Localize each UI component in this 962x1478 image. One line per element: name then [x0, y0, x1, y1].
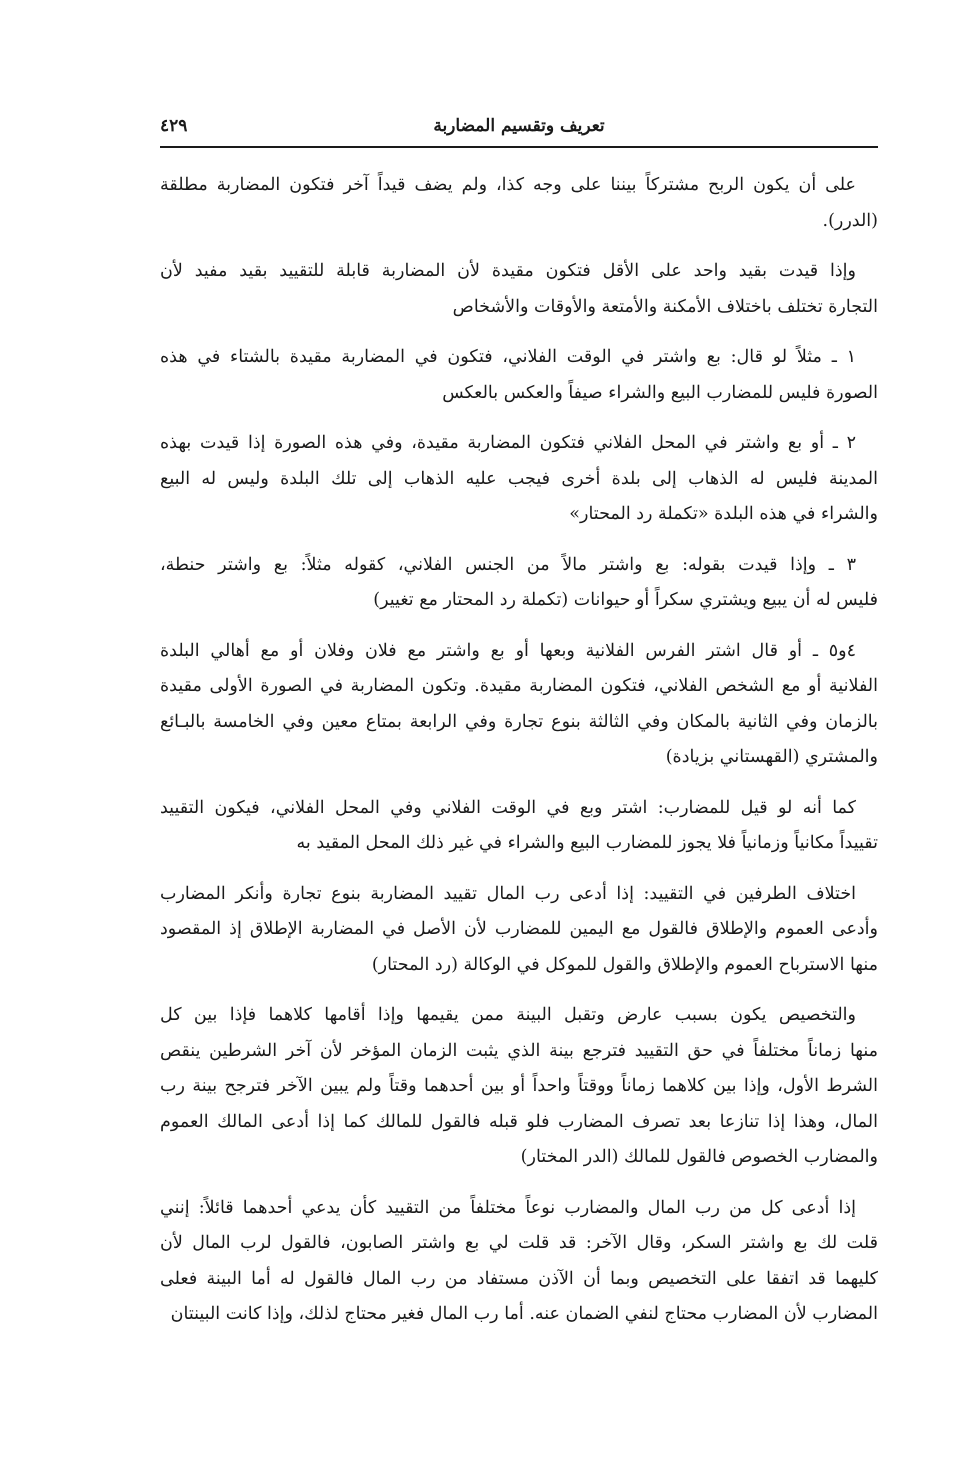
text-line: على أن يكون الربح مشتركاً بيننا على وجه كذا، ولم يضف قيداً آخر فتكون المضاربة مطلقة [160, 175, 856, 195]
text-line: والمضارب الخصوص فالقول للمالك (الدر المختار) [520, 1147, 878, 1167]
text-line: ١ ـ مثلاً لو قال: بع واشتر في الوقت الفلاني، فتكون في المضاربة مقيدة بالشتاء في هذه [160, 347, 856, 367]
running-head [160, 112, 878, 148]
text-line: والشراء في هذه البلدة «تكملة رد المحتار» [569, 504, 878, 524]
text-line: منها زماناً مختلفاً في حق التقييد فترجع بينة الذي يثبت الزمان المؤخر لأن آخر الشرطين ينقص [160, 1040, 878, 1061]
paragraph [160, 634, 878, 776]
paragraph [160, 168, 878, 239]
paragraph [160, 426, 878, 533]
text-line: والمشتري (القهستاني بزيادة) [665, 747, 878, 767]
paragraph [160, 1191, 878, 1333]
body-text [160, 168, 878, 1348]
text-line: إذا أدعى كل من رب المال والمضارب نوعاً مختلفاً من التقييد كأن يدعي أحدهما قائلاً: إنني [160, 1197, 856, 1218]
paragraph [160, 791, 878, 862]
page-number: ٤٢٩ [160, 116, 188, 136]
text-line: كليهما قد اتفقا على التخصيص وبما أن الآذن مستفاد من رب المال فالقول له أما البينة فعلى [160, 1268, 878, 1289]
text-line: اختلاف الطرفين في التقييد: إذا أدعى رب المال تقييد المضاربة بنوع تجارة وأنكر المضارب [160, 883, 856, 904]
text-line: التجارة تختلف باختلاف الأمكنة والأمتعة والأوقات والأشخاص [452, 296, 878, 317]
paragraph [160, 998, 878, 1176]
text-line: منها الاسترباح العموم والإطلاق والقول للموكل في الوكالة (رد المحتار) [371, 954, 878, 975]
text-line: المدينة فليس له الذهاب إلى بلدة أخرى فيجب عليه الذهاب إلى تلك البلدة وليس له البيع [160, 468, 878, 489]
text-line: بالزمان وفي الثانية بالمكان وفي الثالثة بنوع تجارة وفي الرابعة بمتاع معين وفي الخامسة بالبـائع [160, 711, 878, 732]
paragraph [160, 254, 878, 325]
text-line: ٢ ـ أو بع واشتر في المحل الفلاني فتكون المضاربة مقيدة، وفي هذه الصورة إذا قيدت بهذه [160, 433, 856, 453]
text-line: تقييداً مكانياً وزمانياً فلا يجوز للمضارب البيع والشراء في غير ذلك المحل المقيد به [296, 833, 878, 853]
paragraph [160, 340, 878, 411]
text-line: الشرط الأول، وإذا بين كلاهما زماناً ووقتاً واحداً أو بين أحدهما وقتاً ولم يبين الآخر فترجح بينة رب [160, 1076, 878, 1096]
text-line: فليس له أن يبيع ويشتري سكراً أو حيوانات (تكملة رد المحتار مع تغيير) [373, 590, 878, 610]
text-line: وأدعى العموم والإطلاق فالقول مع اليمين للمضارب لأن الأصل في المضاربة الإطلاق إذ المقصود [160, 919, 878, 939]
paragraph [160, 548, 878, 619]
text-line: كما أنه لو قيل للمضارب: اشتر وبع في الوقت الفلاني وفي المحل الفلاني، فيكون التقييد [160, 797, 856, 818]
page-title: تعريف وتقسيم المضاربة [433, 116, 605, 136]
text-line: الصورة فليس للمضارب البيع والشراء صيفاً والعكس بالعكس [442, 382, 878, 403]
text-line: المضارب لأن المضارب محتاج لنفي الضمان عنه. أما رب المال فغير محتاج لذلك، وإذا كانت البينتان [170, 1304, 878, 1324]
text-line: الفلانية أو مع الشخص الفلاني، فتكون المضاربة مقيدة. وتكون المضاربة في الصورة الأولى مقيدة [160, 676, 878, 696]
text-line: قلت لك بع واشتر السكر، وقال الآخر: قد قلت لي بع واشتر الصابون، فالقول لرب المال لأن [160, 1233, 878, 1253]
text-line: ٤و٥ ـ أو قال اشتر الفرس الفلانية وبعها أو بع واشتر مع فلان وفلان أو مع أهالي البلدة [160, 640, 856, 661]
text-line: والتخصيص يكون بسبب عارض وتقبل البينة ممن يقيمها وإذا أقامها كلاهما فإذا بين كل [160, 1005, 856, 1025]
text-line: المال، وهذا إذا تنازعا بعد تصرف المضارب فلو قبله فالقول للمالك كما إذا أدعى المالك العموم [160, 1111, 878, 1132]
paragraph [160, 877, 878, 984]
text-line: ٣ ـ وإذا قيدت بقوله: بع واشتر مالاً من الجنس الفلاني، كقوله مثلاً: بع واشتر حنطة، [160, 554, 856, 575]
text-line: وإذا قيدت بقيد واحد على الأقل فتكون مقيدة لأن المضاربة قابلة للتقييد بقيد مفيد لأن [160, 261, 856, 281]
text-line: (الدرر). [822, 210, 878, 231]
